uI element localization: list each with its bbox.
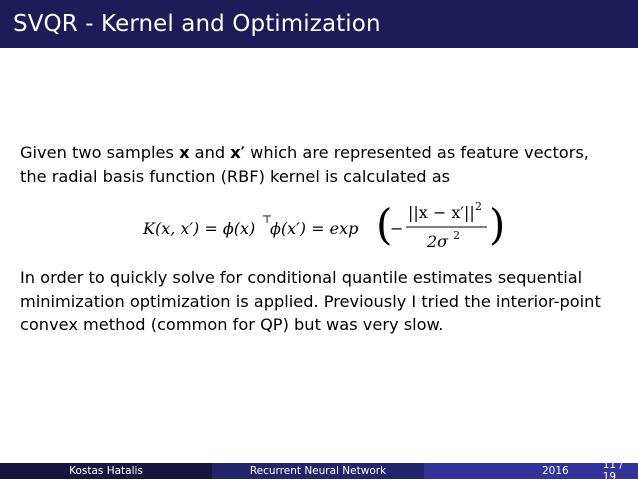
footer-title [212,463,424,479]
footer-bar [0,459,638,483]
right-paren: ) [489,200,506,249]
formula-transpose: ⊤ [262,213,273,226]
formula-den-exp: 2 [453,229,460,242]
paragraph-intro [20,141,620,188]
left-paren: ( [376,200,393,249]
footer-info [424,459,638,483]
para1-text-c: which are represented as feature vectors, the radial basis function (RBF) kernel is calculated as [20,143,589,186]
slide-title: SVQR - Kernel and Optimization [13,11,381,37]
footer-author-text: Kostas Hatalis [69,465,143,477]
paragraph-optimization: In order to quickly solve for conditional quantile estimates sequential minimization optimization is applied. Previously I tried the interior-point convex method (common for QP) but was very slow. [20,268,601,334]
page-number: 11 / 19 [602,459,623,483]
rbf-kernel-formula [0,196,638,256]
para1-text-a: Given two samples [20,143,180,162]
footer-author [0,463,212,479]
formula-minus: − [390,219,404,238]
var-x-prime: x′ [230,143,245,162]
footer-title-text: Recurrent Neural Network [249,465,387,477]
formula-numerator: ||x − x′|| [408,203,475,222]
var-x: x [179,143,190,162]
title-bar [0,0,638,48]
formula-lhs: K(x, x′) = ϕ(x) [143,219,256,238]
formula-denominator: 2σ [427,232,449,251]
formula-num-exp: 2 [475,200,482,213]
formula-mid: ϕ(x′) = exp [270,219,359,238]
footer-year: 2016 [542,465,569,477]
para1-text-b: and [189,143,231,162]
